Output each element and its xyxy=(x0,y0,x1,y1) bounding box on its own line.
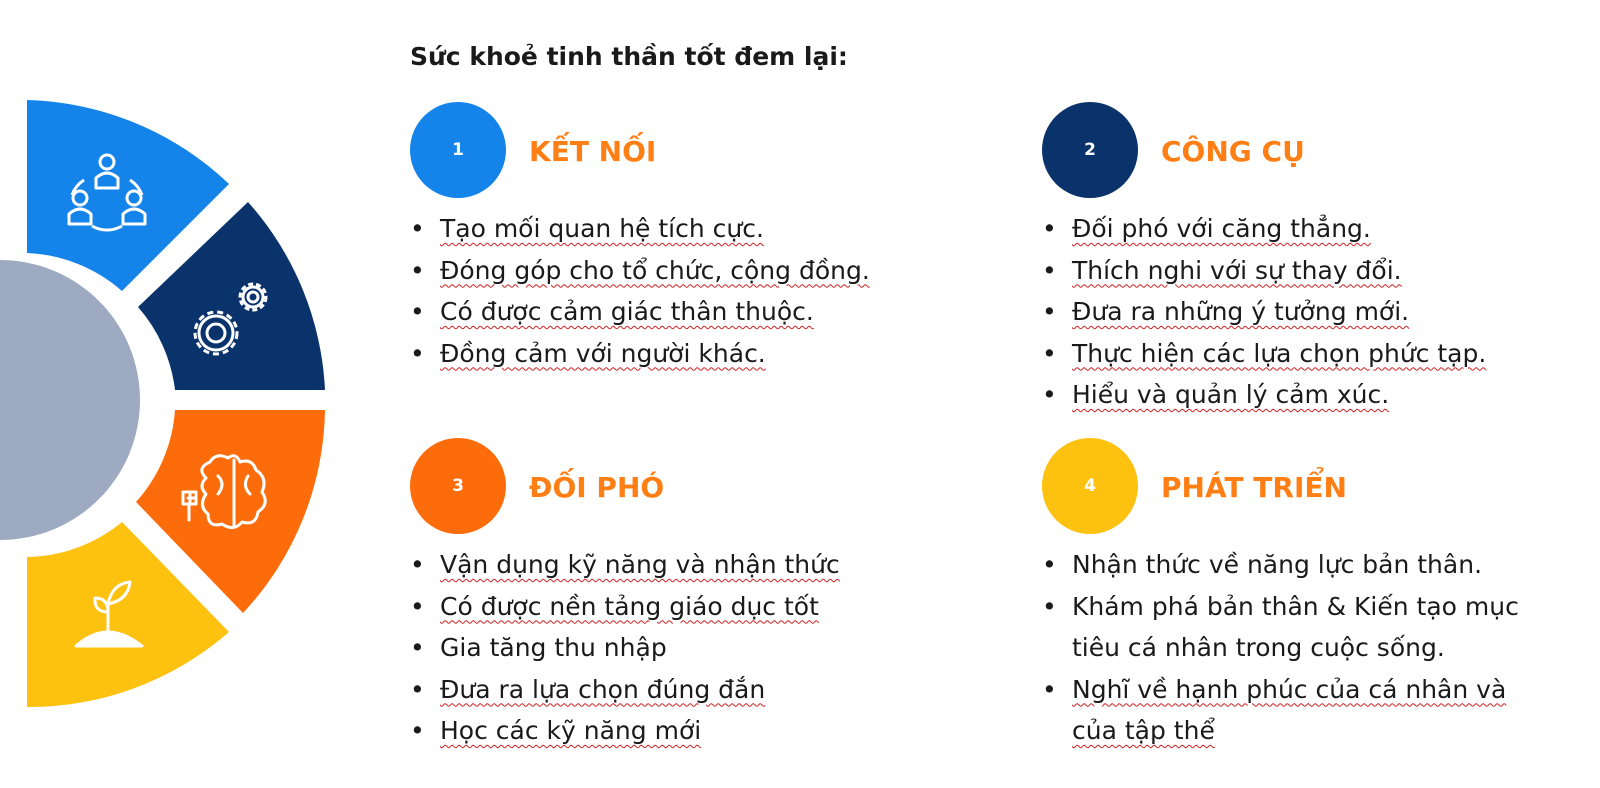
section-number-badge: 4 xyxy=(1042,438,1138,534)
list-item: • Nhận thức về năng lực bản thân. xyxy=(1042,544,1542,586)
section-doi-pho xyxy=(410,438,990,752)
list-item: • Vận dụng kỹ năng và nhận thức xyxy=(410,544,990,586)
list-item: • Thực hiện các lựa chọn phức tạp. xyxy=(1042,333,1600,375)
list-item: • Học các kỹ năng mới xyxy=(410,710,990,752)
section-phat-trien xyxy=(1042,438,1542,752)
section-cong-cu xyxy=(1042,102,1600,416)
section-header xyxy=(410,102,990,198)
list-item: • Thích nghi với sự thay đổi. xyxy=(1042,250,1600,292)
section-number-badge: 2 xyxy=(1042,102,1138,198)
list-item: • Có được nền tảng giáo dục tốt xyxy=(410,586,990,628)
section-title: ĐỐI PHÓ xyxy=(529,471,665,504)
list-item: • Gia tăng thu nhập xyxy=(410,627,990,669)
section-number-badge: 3 xyxy=(410,438,506,534)
list-item: • Có được cảm giác thân thuộc. xyxy=(410,291,990,333)
list-item: • Khám phá bản thân & Kiến tạo mục tiêu cá nhân trong cuộc sống. xyxy=(1042,586,1542,669)
list-item: • Đưa ra những ý tưởng mới. xyxy=(1042,291,1600,333)
section-title: PHÁT TRIỂN xyxy=(1161,471,1347,504)
list-item: • Đưa ra lựa chọn đúng đắn xyxy=(410,669,990,711)
wheel-center-circle xyxy=(0,260,140,540)
section-title: KẾT NỐI xyxy=(529,135,657,168)
bullet-list xyxy=(1042,208,1600,416)
list-item: • Đóng góp cho tổ chức, cộng đồng. xyxy=(410,250,990,292)
list-item: • Đối phó với căng thẳng. xyxy=(1042,208,1600,250)
list-item: • Hiểu và quản lý cảm xúc. xyxy=(1042,374,1600,416)
bullet-list xyxy=(410,208,990,374)
section-header xyxy=(410,438,990,534)
list-item: • Đồng cảm với người khác. xyxy=(410,333,990,375)
section-header xyxy=(1042,438,1542,534)
section-ket-noi xyxy=(410,102,990,374)
section-header xyxy=(1042,102,1600,198)
list-item: • Nghĩ về hạnh phúc của cá nhân và của tập thể xyxy=(1042,669,1542,752)
page-heading: Sức khoẻ tinh thần tốt đem lại: xyxy=(410,42,848,71)
section-title: CÔNG CỤ xyxy=(1161,135,1305,168)
bullet-list xyxy=(1042,544,1542,752)
section-number-badge: 1 xyxy=(410,102,506,198)
list-item: • Tạo mối quan hệ tích cực. xyxy=(410,208,990,250)
segmented-wheel xyxy=(0,0,340,788)
bullet-list xyxy=(410,544,990,752)
